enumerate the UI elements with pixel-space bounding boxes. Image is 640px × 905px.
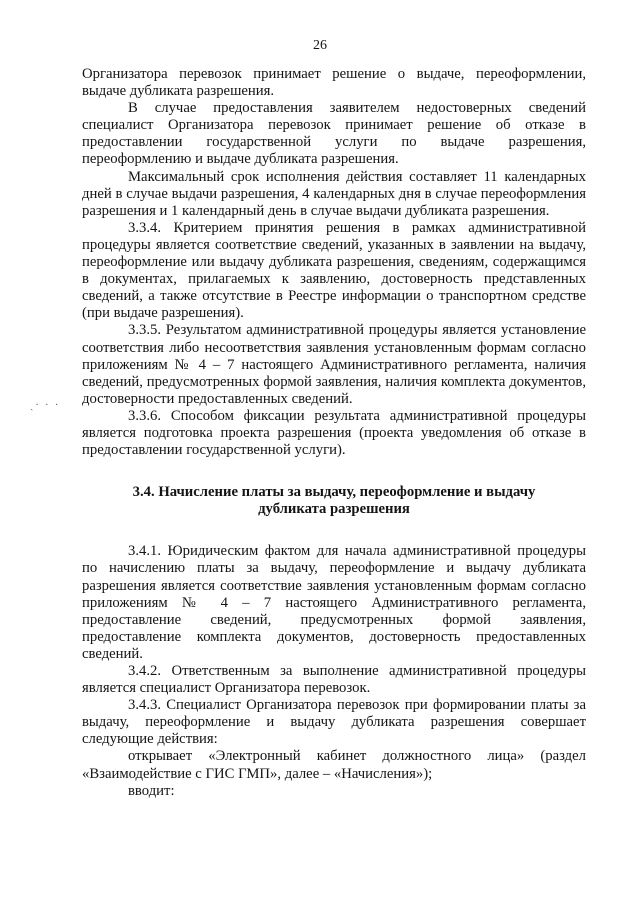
margin-mark: ˏ· · · [30, 400, 61, 411]
section-heading [82, 484, 586, 518]
paragraph-3-3-5: 3.3.5. Результатом административной процедуры является установление соответствия либо несоответствия заявления установленным формам согласно приложениям № 4 – 7 настоящего Административного регламента, наличия сведений, предусмотренных формой заявления, наличия комплекта документов, достоверности предоставленных сведений. [82, 322, 586, 407]
document-body [82, 66, 586, 800]
section-heading-line1: 3.4. Начисление платы за выдачу, переоформление и выдачу [132, 484, 536, 501]
paragraph-max-term: Максимальный срок исполнения действия составляет 11 календарных дней в случае выдачи разрешения, 4 календарных дня в случае переоформления разрешения и 1 календарный день в случае выдачи дубликата разрешения. [82, 168, 586, 219]
paragraph-enters: вводит: [128, 782, 175, 799]
page-number: 26 [313, 38, 327, 53]
paragraph-false-info: В случае предоставления заявителем недостоверных сведений специалист Организатора перевозок принимает решение об отказе в предоставлении государственной услуги по выдаче разрешения, переоформлению и выдаче дубликата разрешения. [82, 100, 586, 168]
paragraph-3-4-1: 3.4.1. Юридическим фактом для начала административной процедуры по начислению платы за выдачу, переоформление и выдачу дубликата разрешения является соответствие заявления установленным формам согласно приложениям № 4 – 7 настоящего Административного регламента, предоставление сведений, предусмотренных формой заявления, предоставление комплекта документов, достоверность предоставленных сведений. [82, 543, 586, 662]
paragraph-3-4-3: 3.4.3. Специалист Организатора перевозок при формировании платы за выдачу, переоформление и выдачу дубликата разрешения совершает следующие действия: [82, 697, 586, 748]
section-heading-line2: дубликата разрешения [258, 501, 410, 518]
paragraph-opens-cabinet: открывает «Электронный кабинет должностного лица» (раздел «Взаимодействие с ГИС ГМП», далее – «Начисления»); [82, 748, 586, 782]
paragraph-3-4-2: 3.4.2. Ответственным за выполнение административной процедуры является специалист Организатора перевозок. [82, 663, 586, 697]
paragraph-3-3-4: 3.3.4. Критерием принятия решения в рамках административной процедуры является соответствие сведений, указанных в заявлении на выдачу, переоформление или выдачу дубликата разрешения, сведениям, содержащимся в документах, прилагаемых к заявлению, достоверность представленных сведений, а также отсутствие в Реестре информации о транспортном средстве (при выдаче разрешения). [82, 219, 586, 322]
paragraph-continuation: Организатора перевозок принимает решение о выдаче, переоформлении, выдаче дубликата разрешения. [82, 66, 586, 100]
paragraph-3-3-6: 3.3.6. Способом фиксации результата административной процедуры является подготовка проекта разрешения (проекта уведомления об отказе в предоставлении государственной услуги). [82, 407, 586, 459]
